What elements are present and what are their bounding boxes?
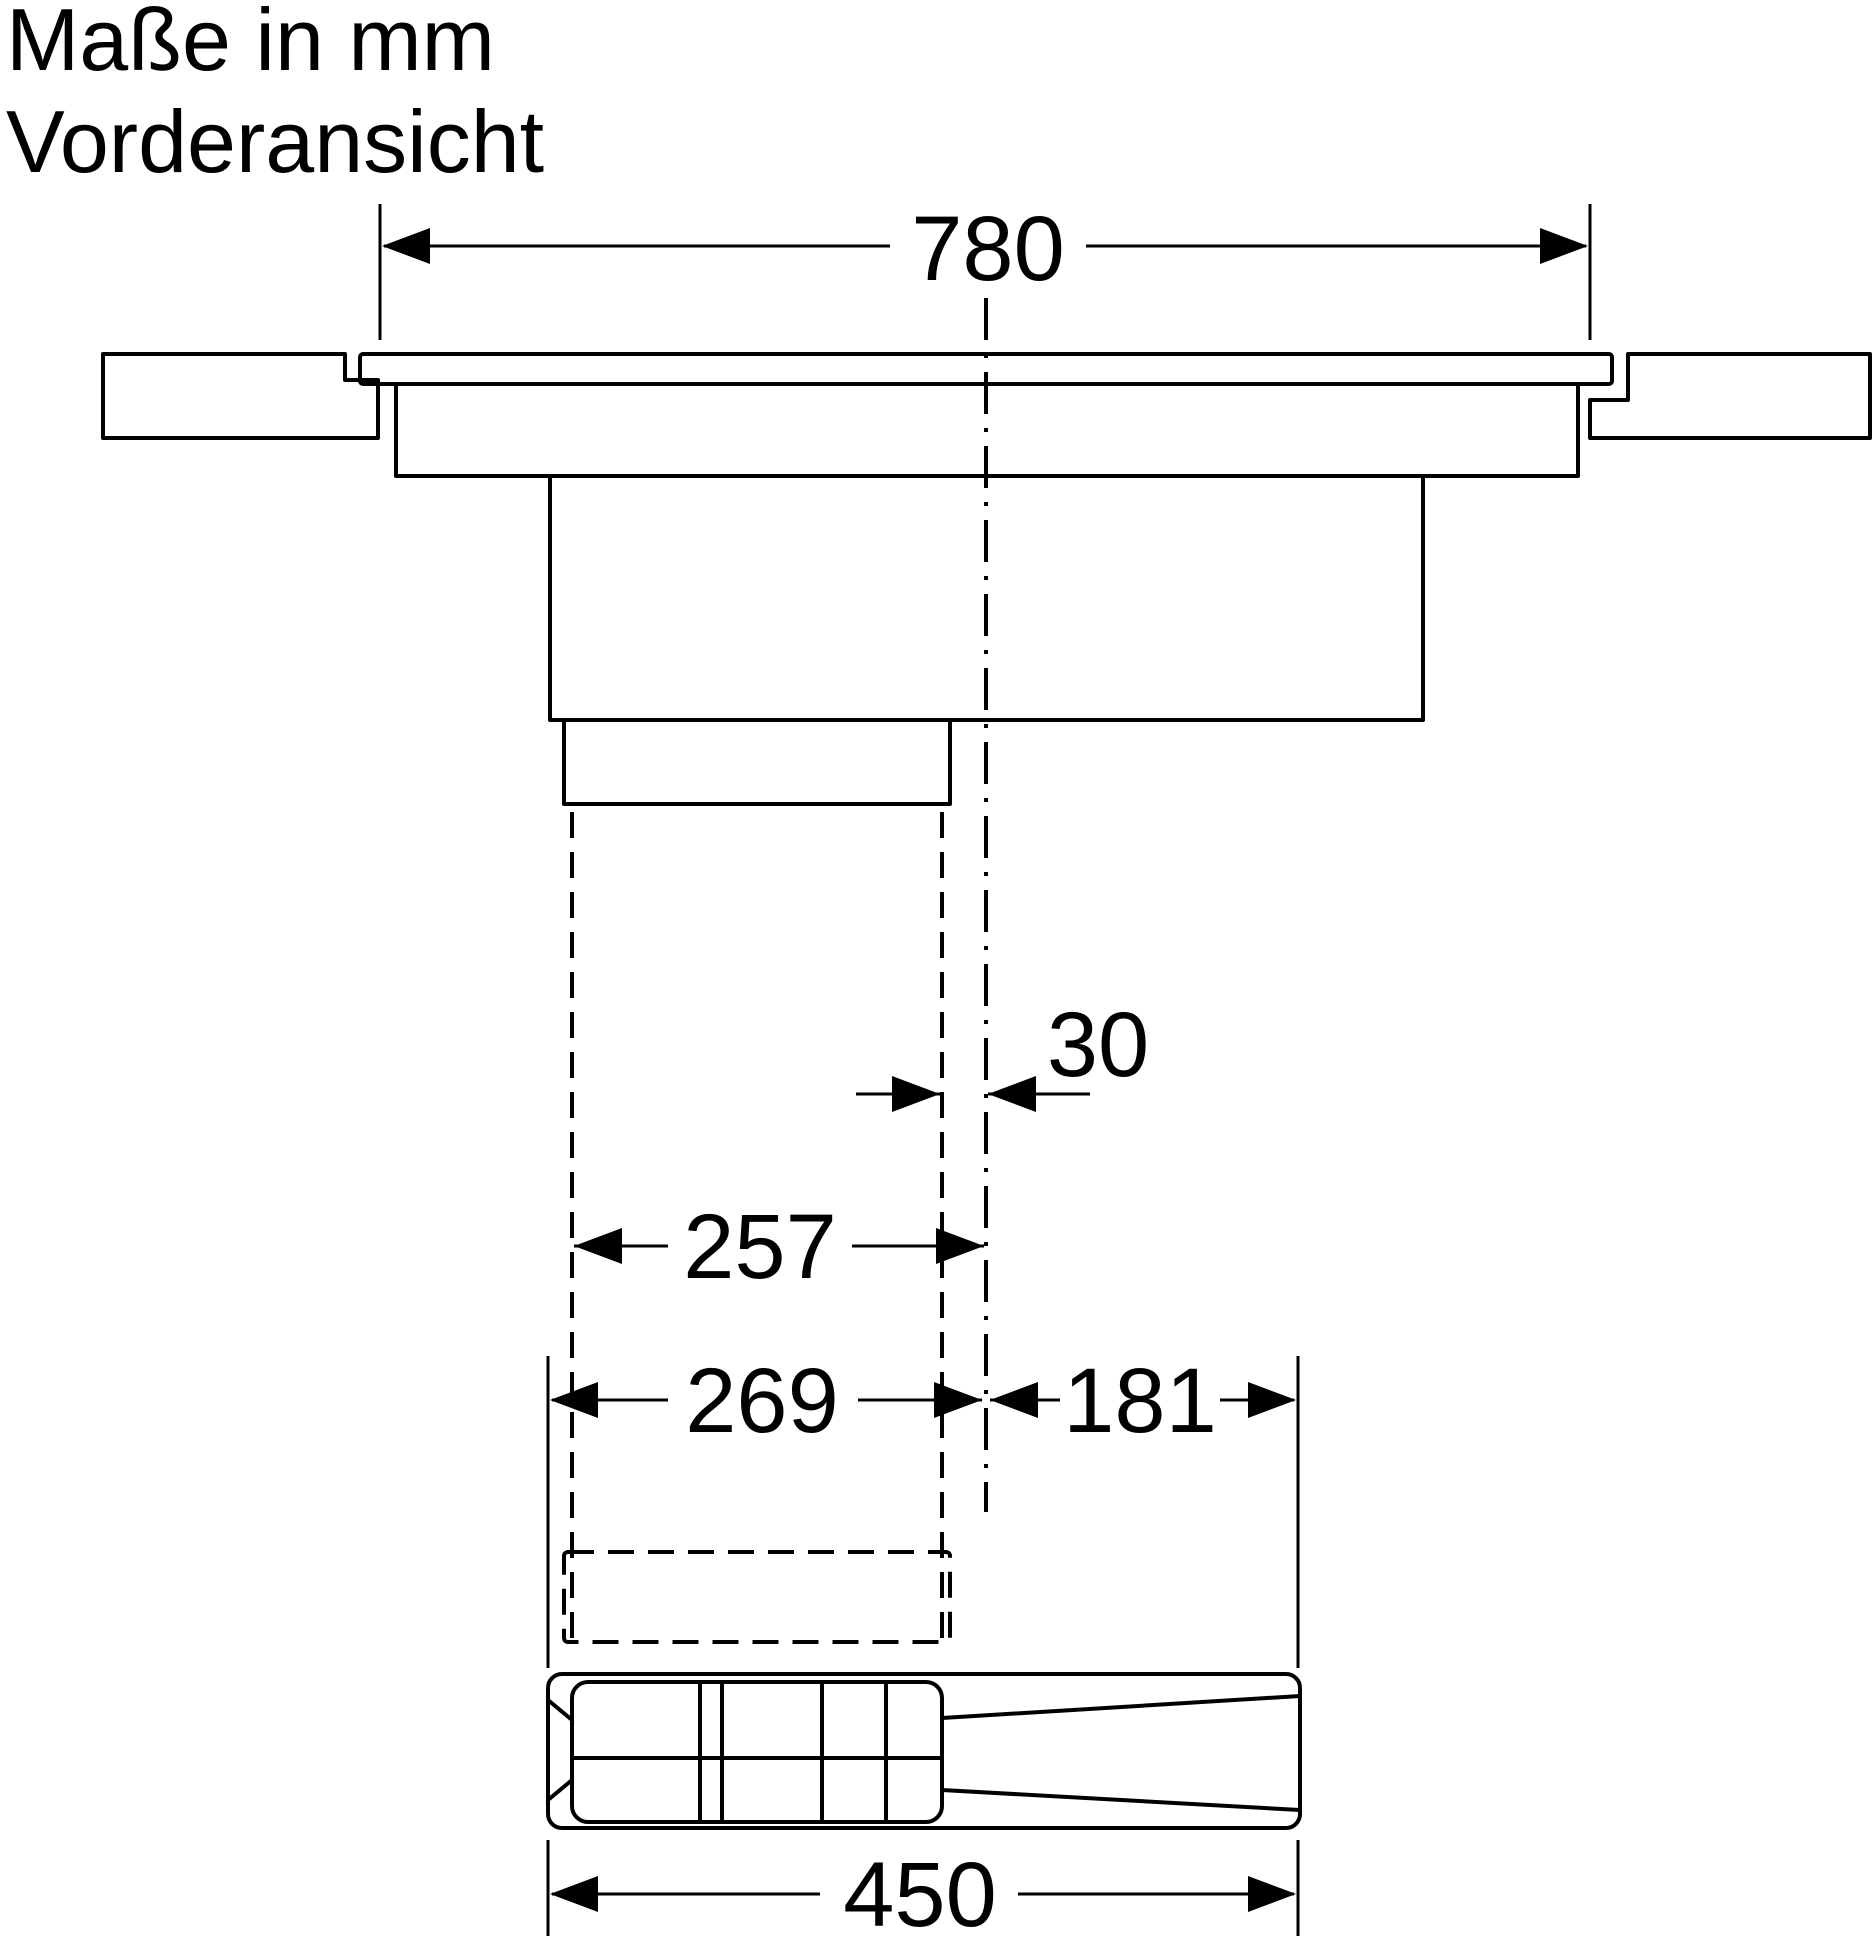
label-30: 30 (1046, 994, 1150, 1096)
dimension-181 (990, 1350, 1298, 1668)
fan-unit (548, 1674, 1300, 1828)
label-257: 257 (683, 1196, 837, 1298)
dimension-30 (856, 994, 1149, 1112)
dimension-450 (548, 1840, 1298, 1940)
title-units: Maße in mm (6, 0, 495, 89)
worktop-left (103, 354, 378, 438)
worktop-right (1590, 354, 1870, 438)
title-view: Vorderansicht (6, 92, 545, 191)
duct-connector (564, 720, 950, 804)
label-450: 450 (843, 1844, 997, 1940)
label-181: 181 (1063, 1350, 1217, 1452)
label-780: 780 (911, 198, 1065, 300)
dimension-257 (574, 1196, 984, 1298)
dimension-269 (548, 1350, 982, 1668)
label-269: 269 (685, 1350, 839, 1452)
